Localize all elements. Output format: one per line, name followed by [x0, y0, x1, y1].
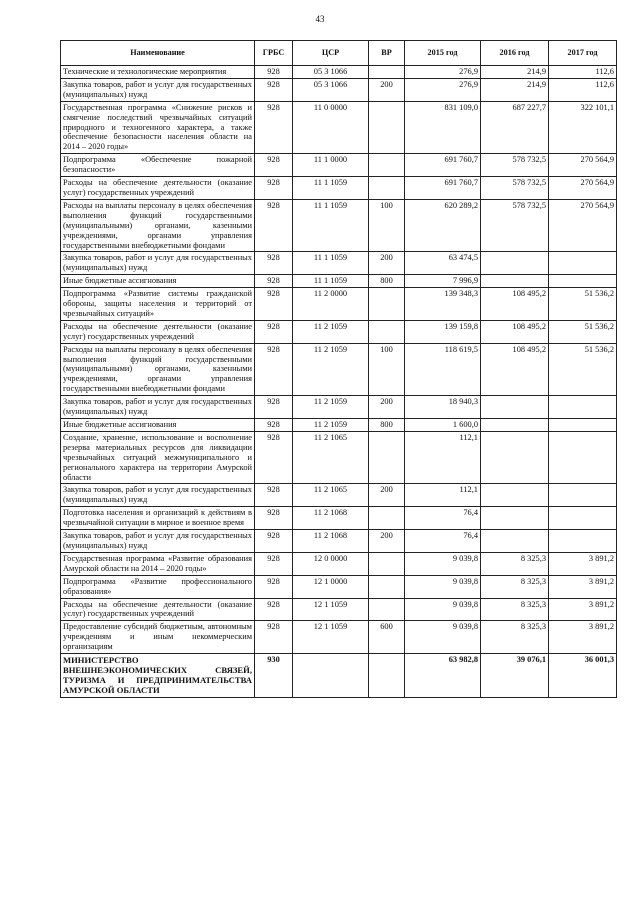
cell-2016: 108 495,2: [481, 288, 549, 321]
cell-csr: 11 2 1068: [293, 530, 369, 553]
cell-2017: 112,6: [549, 66, 617, 79]
cell-2015: 276,9: [405, 66, 481, 79]
cell-2016: [481, 431, 549, 484]
cell-2017: 51 536,2: [549, 343, 617, 396]
cell-2017: [549, 431, 617, 484]
cell-csr: 11 1 1059: [293, 252, 369, 275]
cell-vr: [369, 66, 405, 79]
cell-grbs: 928: [255, 396, 293, 419]
cell-2015: 63 982,8: [405, 654, 481, 698]
cell-2017: [549, 419, 617, 432]
table-body: [61, 66, 617, 698]
cell-grbs: 928: [255, 199, 293, 252]
cell-2015: 9 039,8: [405, 552, 481, 575]
cell-vr: [369, 654, 405, 698]
table-row: [61, 507, 617, 530]
cell-2017: [549, 507, 617, 530]
cell-csr: 11 2 1068: [293, 507, 369, 530]
cell-grbs: 928: [255, 252, 293, 275]
cell-2017: 51 536,2: [549, 288, 617, 321]
cell-2017: [549, 530, 617, 553]
cell-grbs: 928: [255, 154, 293, 177]
cell-2015: 112,1: [405, 484, 481, 507]
cell-2016: [481, 507, 549, 530]
header-2017: 2017 год: [549, 41, 617, 66]
cell-csr: 12 1 1059: [293, 621, 369, 654]
cell-csr: 05 3 1066: [293, 78, 369, 101]
cell-vr: 200: [369, 396, 405, 419]
cell-2017: 51 536,2: [549, 320, 617, 343]
cell-2016: 214,9: [481, 78, 549, 101]
cell-2016: 8 325,3: [481, 598, 549, 621]
cell-2016: 8 325,3: [481, 552, 549, 575]
cell-2015: 139 159,8: [405, 320, 481, 343]
cell-vr: [369, 177, 405, 200]
header-grbs: ГРБС: [255, 41, 293, 66]
cell-2016: [481, 275, 549, 288]
cell-csr: 11 1 1059: [293, 177, 369, 200]
cell-2017: 270 564,9: [549, 199, 617, 252]
cell-csr: 11 2 1065: [293, 431, 369, 484]
page-number: 43: [315, 14, 325, 24]
cell-grbs: 928: [255, 530, 293, 553]
cell-2016: 578 732,5: [481, 177, 549, 200]
header-name: Наименование: [61, 41, 255, 66]
cell-csr: 12 1 1059: [293, 598, 369, 621]
cell-vr: 800: [369, 419, 405, 432]
cell-2016: 578 732,5: [481, 154, 549, 177]
table-row: [61, 78, 617, 101]
cell-csr: 11 2 0000: [293, 288, 369, 321]
table-row: [61, 252, 617, 275]
cell-vr: 800: [369, 275, 405, 288]
cell-name: Подпрограмма «Обеспечение пожарной безопасности»: [61, 154, 255, 177]
cell-2015: 691 760,7: [405, 177, 481, 200]
table-row: [61, 654, 617, 698]
cell-2017: 270 564,9: [549, 177, 617, 200]
cell-name: Расходы на обеспечение деятельности (оказание услуг) государственных учреждений: [61, 177, 255, 200]
budget-table: [60, 40, 617, 698]
cell-2015: 63 474,5: [405, 252, 481, 275]
cell-2016: 8 325,3: [481, 621, 549, 654]
cell-csr: 11 2 1059: [293, 396, 369, 419]
cell-2017: 270 564,9: [549, 154, 617, 177]
cell-csr: 11 1 1059: [293, 275, 369, 288]
cell-2015: 1 600,0: [405, 419, 481, 432]
cell-2016: [481, 252, 549, 275]
cell-grbs: 928: [255, 598, 293, 621]
cell-grbs: 928: [255, 177, 293, 200]
table-row: [61, 66, 617, 79]
cell-2016: 108 495,2: [481, 320, 549, 343]
cell-grbs: 928: [255, 343, 293, 396]
cell-2015: 139 348,3: [405, 288, 481, 321]
cell-2015: 76,4: [405, 507, 481, 530]
cell-vr: 200: [369, 484, 405, 507]
cell-name: Расходы на обеспечение деятельности (оказание услуг) государственных учреждений: [61, 598, 255, 621]
cell-grbs: 928: [255, 101, 293, 154]
cell-csr: 05 3 1066: [293, 66, 369, 79]
table-row: [61, 484, 617, 507]
cell-vr: [369, 288, 405, 321]
cell-grbs: 928: [255, 621, 293, 654]
cell-2015: 7 996,9: [405, 275, 481, 288]
table-row: [61, 530, 617, 553]
header-2016: 2016 год: [481, 41, 549, 66]
cell-2017: 3 891,2: [549, 598, 617, 621]
table-row: [61, 396, 617, 419]
table-row: [61, 419, 617, 432]
cell-2016: [481, 419, 549, 432]
cell-grbs: 928: [255, 78, 293, 101]
cell-csr: 11 1 0000: [293, 154, 369, 177]
cell-2016: 108 495,2: [481, 343, 549, 396]
cell-grbs: 928: [255, 507, 293, 530]
cell-2015: 691 760,7: [405, 154, 481, 177]
cell-vr: 600: [369, 621, 405, 654]
cell-2017: [549, 275, 617, 288]
cell-grbs: 928: [255, 575, 293, 598]
cell-2016: 8 325,3: [481, 575, 549, 598]
cell-name: Предоставление субсидий бюджетным, автономным учреждениям и иным некоммерческим организациям: [61, 621, 255, 654]
table-row: [61, 552, 617, 575]
cell-2017: 3 891,2: [549, 575, 617, 598]
cell-vr: [369, 154, 405, 177]
cell-csr: 11 2 1059: [293, 419, 369, 432]
cell-vr: 200: [369, 78, 405, 101]
cell-grbs: 928: [255, 275, 293, 288]
cell-2016: 687 227,7: [481, 101, 549, 154]
cell-2017: 3 891,2: [549, 621, 617, 654]
cell-csr: 11 1 1059: [293, 199, 369, 252]
cell-2016: [481, 530, 549, 553]
cell-vr: [369, 431, 405, 484]
cell-name: Иные бюджетные ассигнования: [61, 419, 255, 432]
cell-grbs: 928: [255, 419, 293, 432]
cell-grbs: 930: [255, 654, 293, 698]
cell-2017: [549, 252, 617, 275]
cell-grbs: 928: [255, 552, 293, 575]
cell-vr: [369, 101, 405, 154]
cell-vr: 100: [369, 199, 405, 252]
table-row: [61, 275, 617, 288]
cell-grbs: 928: [255, 320, 293, 343]
header-vr: ВР: [369, 41, 405, 66]
table-row: [61, 199, 617, 252]
cell-vr: [369, 552, 405, 575]
cell-csr: 12 0 0000: [293, 552, 369, 575]
cell-name: Закупка товаров, работ и услуг для государственных (муниципальных) нужд: [61, 252, 255, 275]
cell-2016: 578 732,5: [481, 199, 549, 252]
cell-vr: 100: [369, 343, 405, 396]
cell-2016: [481, 396, 549, 419]
cell-2015: 9 039,8: [405, 598, 481, 621]
cell-2015: 112,1: [405, 431, 481, 484]
cell-2015: 76,4: [405, 530, 481, 553]
cell-vr: 200: [369, 252, 405, 275]
cell-grbs: 928: [255, 431, 293, 484]
cell-vr: [369, 507, 405, 530]
cell-2017: 3 891,2: [549, 552, 617, 575]
cell-2017: 36 001,3: [549, 654, 617, 698]
cell-grbs: 928: [255, 484, 293, 507]
cell-name: Закупка товаров, работ и услуг для государственных (муниципальных) нужд: [61, 396, 255, 419]
cell-2015: 118 619,5: [405, 343, 481, 396]
cell-csr: 11 0 0000: [293, 101, 369, 154]
cell-2017: 112,6: [549, 78, 617, 101]
table-row: [61, 431, 617, 484]
table-row: [61, 154, 617, 177]
cell-2015: 620 289,2: [405, 199, 481, 252]
cell-name: Создание, хранение, использование и восполнение резерва материальных ресурсов для ликвидации чрезвычайных ситуаций межмуниципального и регионального характера на территории Амурской области: [61, 431, 255, 484]
table-header-row: [61, 41, 617, 66]
cell-name: Закупка товаров, работ и услуг для государственных (муниципальных) нужд: [61, 78, 255, 101]
cell-csr: 11 2 1059: [293, 343, 369, 396]
cell-vr: [369, 575, 405, 598]
cell-name: Расходы на обеспечение деятельности (оказание услуг) государственных учреждений: [61, 320, 255, 343]
cell-2015: 9 039,8: [405, 621, 481, 654]
cell-name: Закупка товаров, работ и услуг для государственных (муниципальных) нужд: [61, 530, 255, 553]
cell-2015: 9 039,8: [405, 575, 481, 598]
table-row: [61, 598, 617, 621]
table-row: [61, 177, 617, 200]
table-row: [61, 288, 617, 321]
cell-2016: [481, 484, 549, 507]
table-row: [61, 621, 617, 654]
cell-name: Государственная программа «Снижение рисков и смягчение последствий чрезвычайных ситуаций природного и техногенного характера, а также обеспечение безопасности населения области на 2014 – 2020 годы»: [61, 101, 255, 154]
cell-csr: 11 2 1059: [293, 320, 369, 343]
header-csr: ЦСР: [293, 41, 369, 66]
cell-name: Расходы на выплаты персоналу в целях обеспечения выполнения функций государственными (муниципальными) органами, казенными учреждениями, органами управления государственными внебюджетными фондами: [61, 343, 255, 396]
cell-name: Технические и технологические мероприятия: [61, 66, 255, 79]
cell-2015: 831 109,0: [405, 101, 481, 154]
cell-csr: [293, 654, 369, 698]
cell-2016: 214,9: [481, 66, 549, 79]
cell-name: МИНИСТЕРСТВО ВНЕШНЕЭКОНОМИЧЕСКИХ СВЯЗЕЙ, ТУРИЗМА И ПРЕДПРИНИМАТЕЛЬСТВА АМУРСКОЙ ОБЛАСТИ: [61, 654, 255, 698]
cell-grbs: 928: [255, 288, 293, 321]
cell-2015: 276,9: [405, 78, 481, 101]
table-row: [61, 343, 617, 396]
table-row: [61, 320, 617, 343]
table-row: [61, 575, 617, 598]
cell-2017: [549, 484, 617, 507]
cell-name: Государственная программа «Развитие образования Амурской области на 2014 – 2020 годы»: [61, 552, 255, 575]
cell-grbs: 928: [255, 66, 293, 79]
cell-name: Подпрограмма «Развитие профессионального образования»: [61, 575, 255, 598]
cell-2016: 39 076,1: [481, 654, 549, 698]
cell-2017: 322 101,1: [549, 101, 617, 154]
header-2015: 2015 год: [405, 41, 481, 66]
cell-name: Подпрограмма «Развитие системы гражданской обороны, защиты населения и территорий от чрезвычайных ситуаций»: [61, 288, 255, 321]
cell-name: Закупка товаров, работ и услуг для государственных (муниципальных) нужд: [61, 484, 255, 507]
cell-name: Расходы на выплаты персоналу в целях обеспечения выполнения функций государственными (муниципальными) органами, казенными учреждениями, органами управления государственными внебюджетными фондами: [61, 199, 255, 252]
cell-csr: 12 1 0000: [293, 575, 369, 598]
cell-2017: [549, 396, 617, 419]
cell-2015: 18 940,3: [405, 396, 481, 419]
cell-vr: 200: [369, 530, 405, 553]
cell-csr: 11 2 1065: [293, 484, 369, 507]
table-row: [61, 101, 617, 154]
cell-name: Иные бюджетные ассигнования: [61, 275, 255, 288]
cell-name: Подготовка населения и организаций к действиям в чрезвычайной ситуации в мирное и военное время: [61, 507, 255, 530]
cell-vr: [369, 320, 405, 343]
cell-vr: [369, 598, 405, 621]
